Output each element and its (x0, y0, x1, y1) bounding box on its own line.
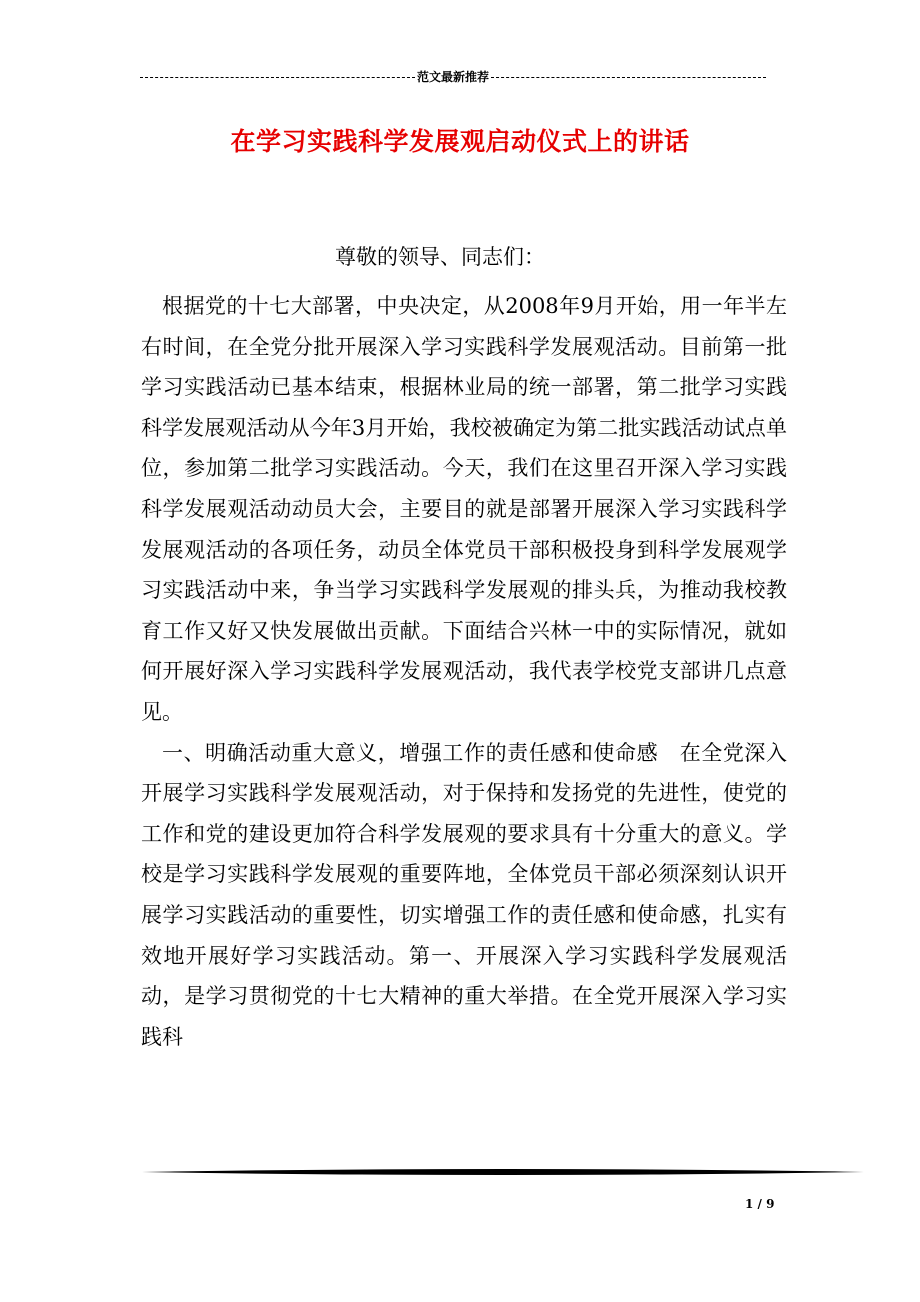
body-paragraph: 根据党的十七大部署，中央决定，从2008年9月开始，用一年半左右时间，在全党分批开展深入学习实践科学发展观活动。目前第一批学习实践活动已基本结束，根据林业局的统一部署，第二批学习实践科学发展观活动从今年3月开始，我校被确定为第二批实践活动试点单位，参加第二批学习实践活动。今天，我们在这里召开深入学习实践科学发展观活动动员大会，主要目的就是部署开展深入学习实践科学发展观活动的各项任务，动员全体党员干部积极投身到科学发展观学习实践活动中来，争当学习实践科学发展观的排头兵，为推动我校教育工作又好又快发展做出贡献。下面结合兴林一中的实际情况，就如何开展好深入学习实践科学发展观活动，我代表学校党支部讲几点意见。 (141, 294, 787, 724)
document-title: 在学习实践科学发展观启动仪式上的讲话 (230, 127, 690, 156)
footer-rule (142, 1168, 864, 1176)
body-paragraph: 一、明确活动重大意义，增强工作的责任感和使命感 在全党深入开展学习实践科学发展观活动，对于保持和发扬党的先进性，使党的工作和党的建设更加符合科学发展观的要求具有十分重大的意义。学校是学习实践科学发展观的重要阵地，全体党员干部必须深刻认识开展学习实践活动的重要性，切实增强工作的责任感和使命感，扎实有效地开展好学习实践活动。第一、开展深入学习实践科学发展观活动，是学习贯彻党的十七大精神的重大举措。在全党开展深入学习实践科 (141, 740, 787, 1049)
header-dash-right (491, 77, 766, 78)
header-label: 范文最新推荐 (417, 70, 490, 84)
page-number: 1 / 9 (745, 1197, 775, 1211)
document-header (140, 68, 766, 86)
document-body (141, 286, 787, 1057)
salutation: 尊敬的领导、同志们： (335, 245, 545, 269)
header-dash-left (140, 77, 415, 78)
